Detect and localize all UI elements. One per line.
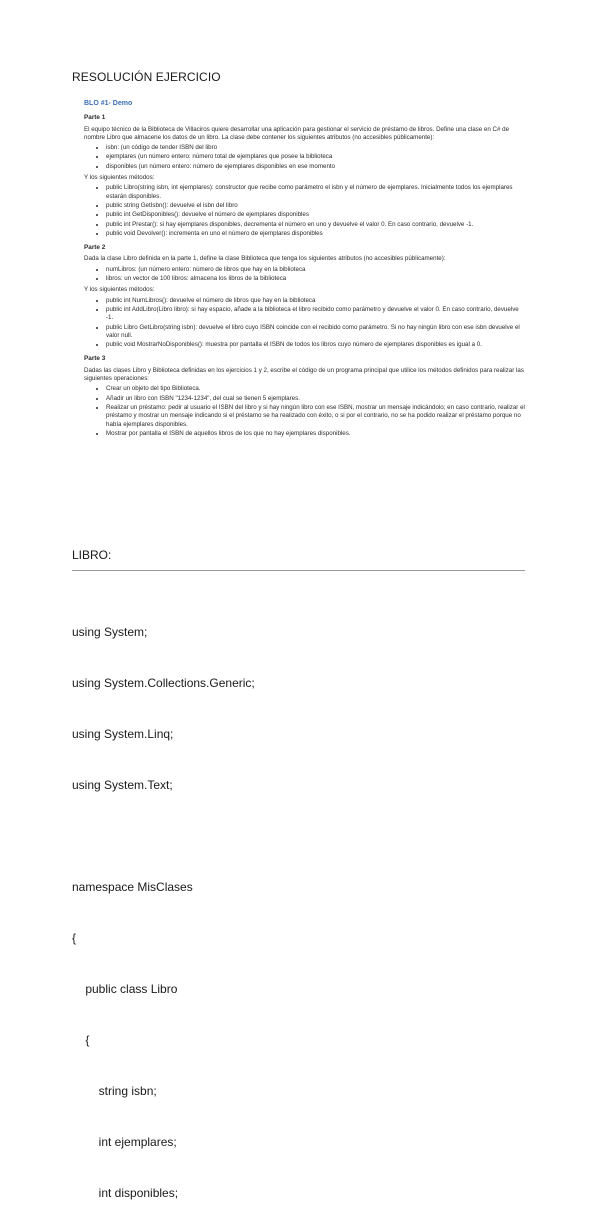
part1-methods-label: Y los siguientes métodos: <box>84 174 155 182</box>
part2-attributes <box>84 266 526 284</box>
list-item: • public int NumLibros(): devuelve el número de libros que hay en la biblioteca <box>106 297 526 305</box>
part2-intro: Dada la clase Libro definida en la parte 1, define la clase Biblioteca que tenga los siguientes atributos (no accesibles públicamente): <box>84 255 446 263</box>
embedded-exercise-image <box>84 100 526 538</box>
list-item: • public Libro(string isbn, int ejemplares): constructor que recibe como parámetro el isbn y el número de ejemplares. Inicialmente todos los ejemplares estarán disponibles. <box>106 184 526 201</box>
code-block <box>72 590 255 1219</box>
list-item: • libros: un vector de 100 libros: almacena los libros de la biblioteca <box>106 275 526 283</box>
embedded-heading: BLO #1- Demo <box>84 100 133 107</box>
code-line: public class Libro <box>72 982 178 996</box>
part1-title: Parte 1 <box>84 114 106 122</box>
part2-methods <box>84 297 526 350</box>
part2-methods-label: Y los siguientes métodos: <box>84 286 155 294</box>
code-line: namespace MisClases <box>72 880 193 894</box>
list-item: • ejemplares (un número entero: número total de ejemplares que posee la biblioteca <box>106 153 526 161</box>
horizontal-divider <box>72 570 525 571</box>
code-line: using System; <box>72 625 148 639</box>
code-line: { <box>72 931 77 945</box>
list-item: • public int GetDisponibles(): devuelve el número de ejemplares disponibles <box>106 211 526 219</box>
list-item: • isbn: (un código de tender ISBN del libro <box>106 144 526 152</box>
list-item: • public int AddLibro(Libro libro): si hay espacio, añade a la biblioteca el libro recibido como parámetro y devuelve el valor 0. En caso contrario, devuelve -1. <box>106 306 526 323</box>
list-item: • Mostrar por pantalla el ISBN de aquellos libros de los que no hay ejemplares disponibles. <box>106 430 526 438</box>
code-line: int disponibles; <box>72 1186 179 1200</box>
part1-intro: El equipo técnico de la Biblioteca de Villaciros quiere desarrollar una aplicación para gestionar el servicio de préstamo de libros. Define una clase en C# de nombre Libro que almacene los datos de un libro. La clase debe contener los siguientes atributos (no accesibles públicamente): <box>84 125 510 141</box>
code-line: using System.Text; <box>72 778 173 792</box>
part1-attributes <box>84 144 526 171</box>
part3-title: Parte 3 <box>84 355 106 363</box>
list-item: • Añadir un libro con ISBN "1234-1234", del cual se tienen 5 ejemplares. <box>106 395 526 403</box>
code-line <box>72 828 255 845</box>
code-line: using System.Linq; <box>72 727 174 741</box>
document-title: RESOLUCIÓN EJERCICIO <box>72 70 221 84</box>
part1-methods <box>84 184 526 238</box>
list-item: • public void Devolver(): incrementa en uno el número de ejemplares disponibles <box>106 230 526 238</box>
list-item: • Crear un objeto del tipo Biblioteca. <box>106 385 526 393</box>
list-item: • public void MostrarNoDisponibles(): muestra por pantalla el ISBN de todos los libros cuyo número de ejemplares disponibles es igual a 0. <box>106 341 526 349</box>
list-item: • public string GetIsbn(): devuelve el isbn del libro <box>106 202 526 210</box>
code-line: { <box>72 1033 90 1047</box>
code-line: int ejemplares; <box>72 1135 177 1149</box>
list-item: • public Libro GetLibro(string isbn): devuelve el libro cuyo ISBN coincide con el recibido como parámetro. Si no hay ningún libro con ese isbn devuelve el valor null. <box>106 324 526 341</box>
list-item: • Realizar un préstamo: pedir al usuario el ISBN del libro y si hay ningún libro con ese ISBN, mostrar un mensaje indicándolo; en caso contrario, realizar el préstamo y mostrar un mensaje indicando si el préstamo se ha realizado con éxito, o si por el contrario, no se ha podido realizar el préstamo porque no había ejemplares disponibles. <box>106 404 526 429</box>
section-label-libro: LIBRO: <box>72 548 112 562</box>
list-item: • public int Prestar(): si hay ejemplares disponibles, decrementa el número en uno y devuelve el valor 0. En caso contrario, devuelve -1. <box>106 221 526 229</box>
part2-title: Parte 2 <box>84 244 106 252</box>
list-item: • numLibros: (un número entero: número de libros que hay en la biblioteca <box>106 266 526 274</box>
part3-intro: Dadas las clases Libro y Biblioteca definidas en los ejercicios 1 y 2, escribe el código de un programa principal que utilice los métodos definidos para realizar las siguientes operaciones: <box>84 366 524 383</box>
code-line: using System.Collections.Generic; <box>72 676 255 690</box>
part3-steps <box>84 385 526 438</box>
code-line: string isbn; <box>72 1084 157 1098</box>
list-item: • disponibles (un número entero: número de ejemplares disponibles en ese momento <box>106 163 526 171</box>
